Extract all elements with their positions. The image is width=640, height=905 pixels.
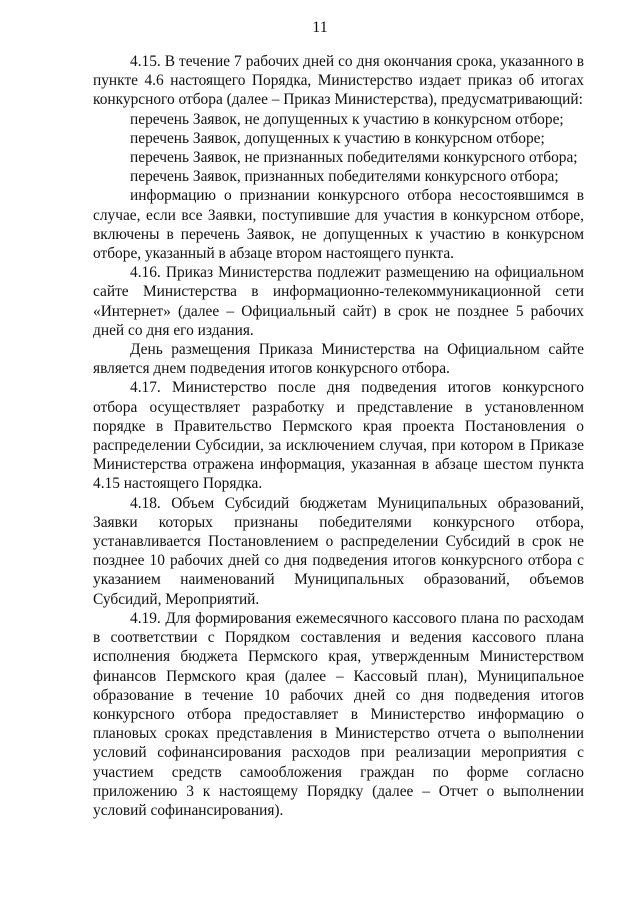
paragraph-4-16: 4.16. Приказ Министерства подлежит размещению на официальном сайте Министерства в информационно-телекоммуникационной сети «Интернет» (далее – Официальный сайт) в срок не позднее 5 рабочих дней со дня его издания. — [93, 264, 584, 339]
list-item-failed-selection: информацию о признании конкурсного отбора несостоявшимся в случае, если все Заявки, поступившие для участия в конкурсном отборе, включены в перечень Заявок, не допущенных к участию в конкурсном отборе, указанный в абзаце втором настоящего пункта. — [93, 187, 584, 263]
document-body — [93, 52, 584, 820]
paragraph-4-15: 4.15. В течение 7 рабочих дней со дня окончания срока, указанного в пункте 4.6 настоящего Порядка, Министерство издает приказ об итогах конкурсного отбора (далее – Приказ Министерства), предусматривающий: — [93, 53, 584, 109]
paragraph-results-day: День размещения Приказа Министерства на Официальном сайте является днем подведения итогов конкурсного отбора. — [93, 341, 584, 378]
paragraph-4-17: 4.17. Министерство после дня подведения итогов конкурсного отбора осуществляет разработку и представление в установленном порядке в Правительство Пермского края проекта Постановления о распределении Субсидии, за исключением случая, при котором в Приказе Министерства отражена информация, указанная в абзаце шестом пункта 4.15 настоящего Порядка. — [93, 379, 584, 493]
list-item-winners: перечень Заявок, признанных победителями конкурсного отбора; — [130, 168, 559, 186]
list-item-not-winners: перечень Заявок, не признанных победителями конкурсного отбора; — [130, 149, 578, 167]
paragraph-4-18: 4.18. Объем Субсидий бюджетам Муниципальных образований, Заявки которых признаны победителями конкурсного отбора, устанавливается Постановлением о распределении Субсидий в срок не позднее 10 рабочих дней со дня подведения итогов конкурсного отбора с указанием наименований Муниципальных образований, объемов Субсидий, Мероприятий. — [93, 494, 584, 608]
paragraph-4-19: 4.19. Для формирования ежемесячного кассового плана по расходам в соответствии с Порядком составления и ведения кассового плана исполнения бюджета Пермского края, утвержденным Министерством финансов Пермского края (далее – Кассовый план), Муниципальное образование в течение 10 рабочих дней со дня подведения итогов конкурсного отбора предоставляет в Министерство информацию о плановых сроках представления в Министерство отчета о выполнении условий софинансирования расходов при реализации мероприятия с участием средств самообложения граждан по форме согласно приложению 3 к настоящему Порядку (далее – Отчет о выполнении условий софинансирования). — [93, 609, 584, 819]
list-item-admitted: перечень Заявок, допущенных к участию в конкурсном отборе; — [130, 129, 545, 147]
page-number: 11 — [312, 19, 328, 36]
list-item-not-admitted: перечень Заявок, не допущенных к участию в конкурсном отборе; — [130, 110, 564, 128]
